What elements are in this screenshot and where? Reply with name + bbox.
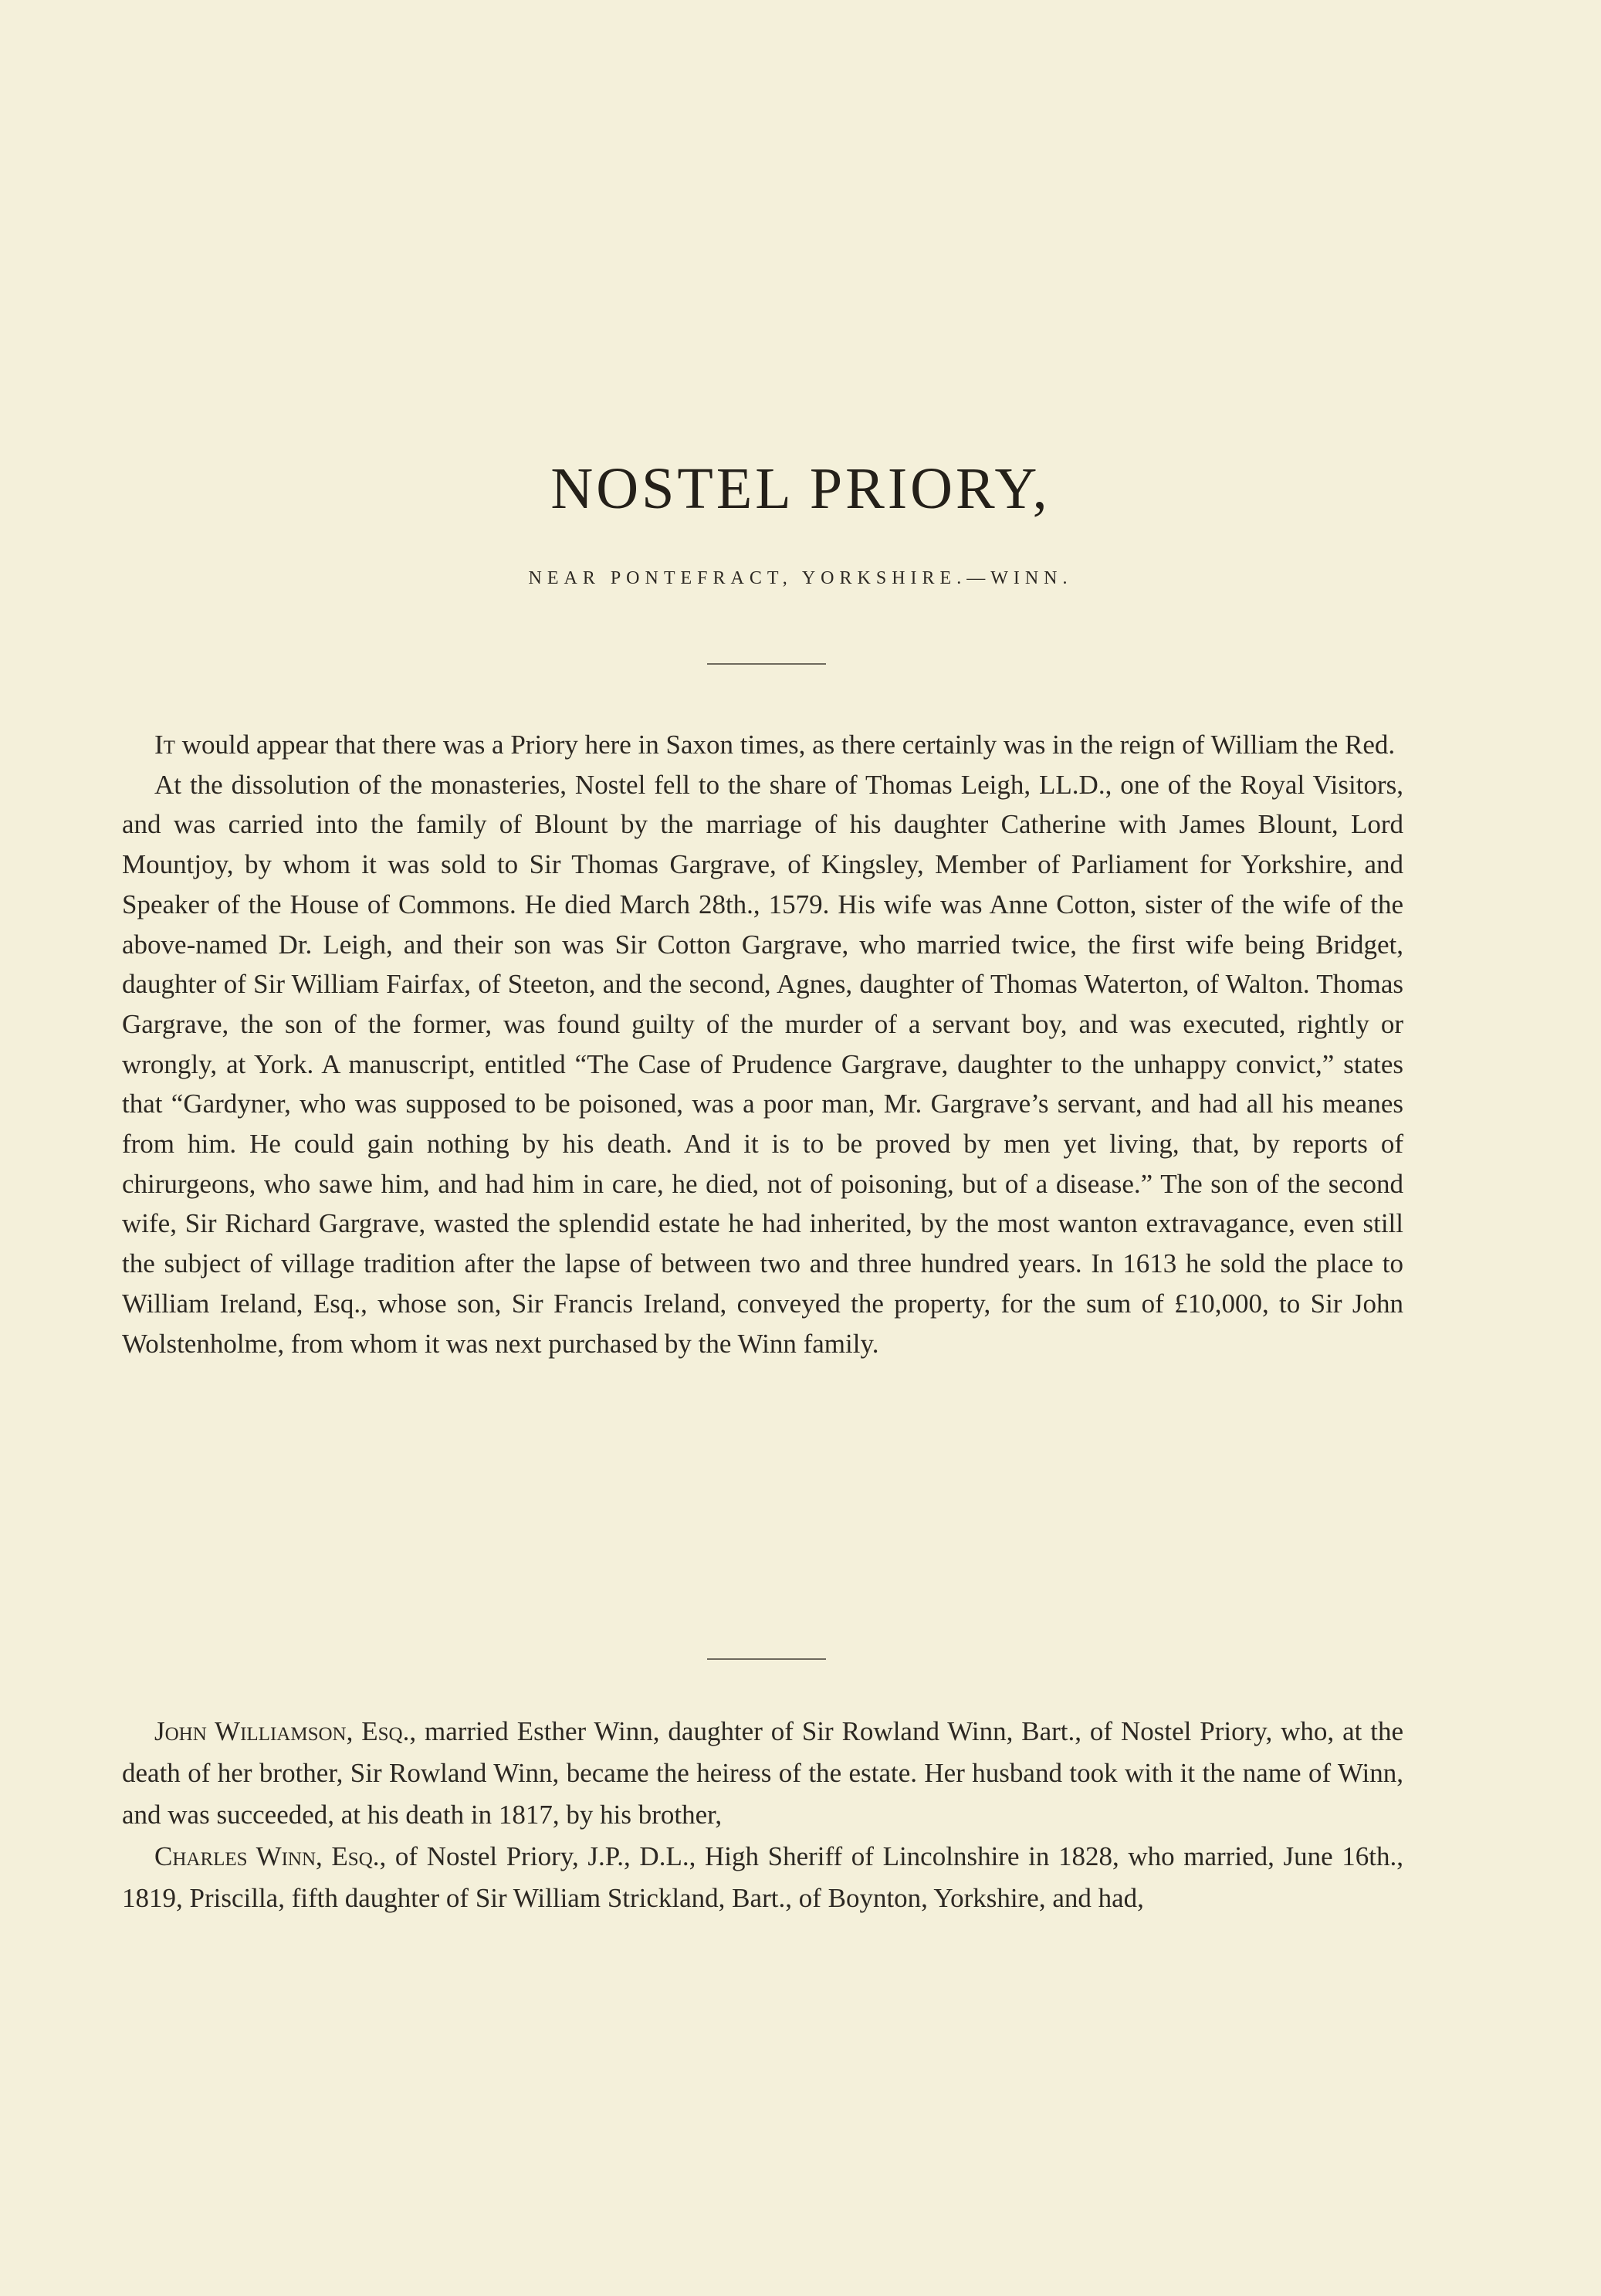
paragraph-lead-word: It [154,730,175,760]
paragraph-text: would appear that there was a Priory here in Saxon times, as there certainly was in the reign of William the Red. [174,730,1396,760]
section-divider [707,1658,826,1660]
paragraph-dissolution-history: At the dissolution of the monasteries, Nostel fell to the share of Thomas Leigh, LL.D., one of the Royal Visitors, and was carried into the family of Blount by the marriage of his daughter Catherine with James Blount, Lord Mountjoy, by whom it was sold to Sir Thomas Gargrave, of Kingsley, Member of Parliament for Yorkshire, and Speaker of the House of Commons. He died March 28th., 1579. His wife was Anne Cotton, sister of the wife of the above-named Dr. Leigh, and their son was Sir Cotton Gargrave, who married twice, the first wife being Bridget, daughter of Sir William Fairfax, of Steeton, and the second, Agnes, daughter of Thomas Waterton, of Walton. Thomas Gargrave, the son of the former, was found guilty of the murder of a servant boy, and was executed, rightly or wrongly, at York. A manuscript, entitled “The Case of Prudence Gargrave, daughter to the unhappy convict,” states that “Gardyner, who was supposed to be poisoned, was a poor man, Mr. Gargrave’s servant, and had all his meanes from him. He could gain nothing by his death. And it is to be proved by men yet living, that, by reports of chirurgeons, who sawe him, and had him in care, he died, not of poisoning, but of a disease.” The son of the second wife, Sir Richard Gargrave, wasted the splendid estate he had inherited, by the most wanton extravagance, even still the subject of village tradition after the lapse of between two and three hundred years. In 1613 he sold the place to William Ireland, Esq., whose son, Sir Francis Ireland, conveyed the property, for the sum of £10,000, to Sir John Wolstenholme, from whom it was next purchased by the Winn family. [122,769,1403,1359]
history-section [122,725,1403,1363]
paragraph-text: married Esther Winn, daughter of Sir Rowland Winn, Bart., of Nostel Priory, who, at the death of her brother, Sir Rowland Winn, became the heiress of the estate. Her husband took with it the name of Winn, and was succeeded, at his death in 1817, by his brother, [122,1716,1403,1830]
section-divider [707,663,826,665]
person-name: Charles Winn, Esq., [154,1841,387,1871]
person-name: John Williamson, Esq., [154,1716,417,1746]
lineage-section [122,1711,1403,1919]
paragraph-text: of Nostel Priory, J.P., D.L., High Sheriff of Lincolnshire in 1828, who married, June 16th., 1819, Priscilla, fifth daughter of Sir William Strickland, Bart., of Boynton, Yorkshire, and had, [122,1841,1403,1913]
paragraph-john-williamson [122,1711,1403,1836]
paragraph-priory-origin [122,725,1403,765]
page-subtitle: NEAR PONTEFRACT, YORKSHIRE.—WINN. [528,568,1073,588]
paragraph-charles-winn [122,1836,1403,1919]
page-title: NOSTEL PRIORY, [550,456,1051,521]
